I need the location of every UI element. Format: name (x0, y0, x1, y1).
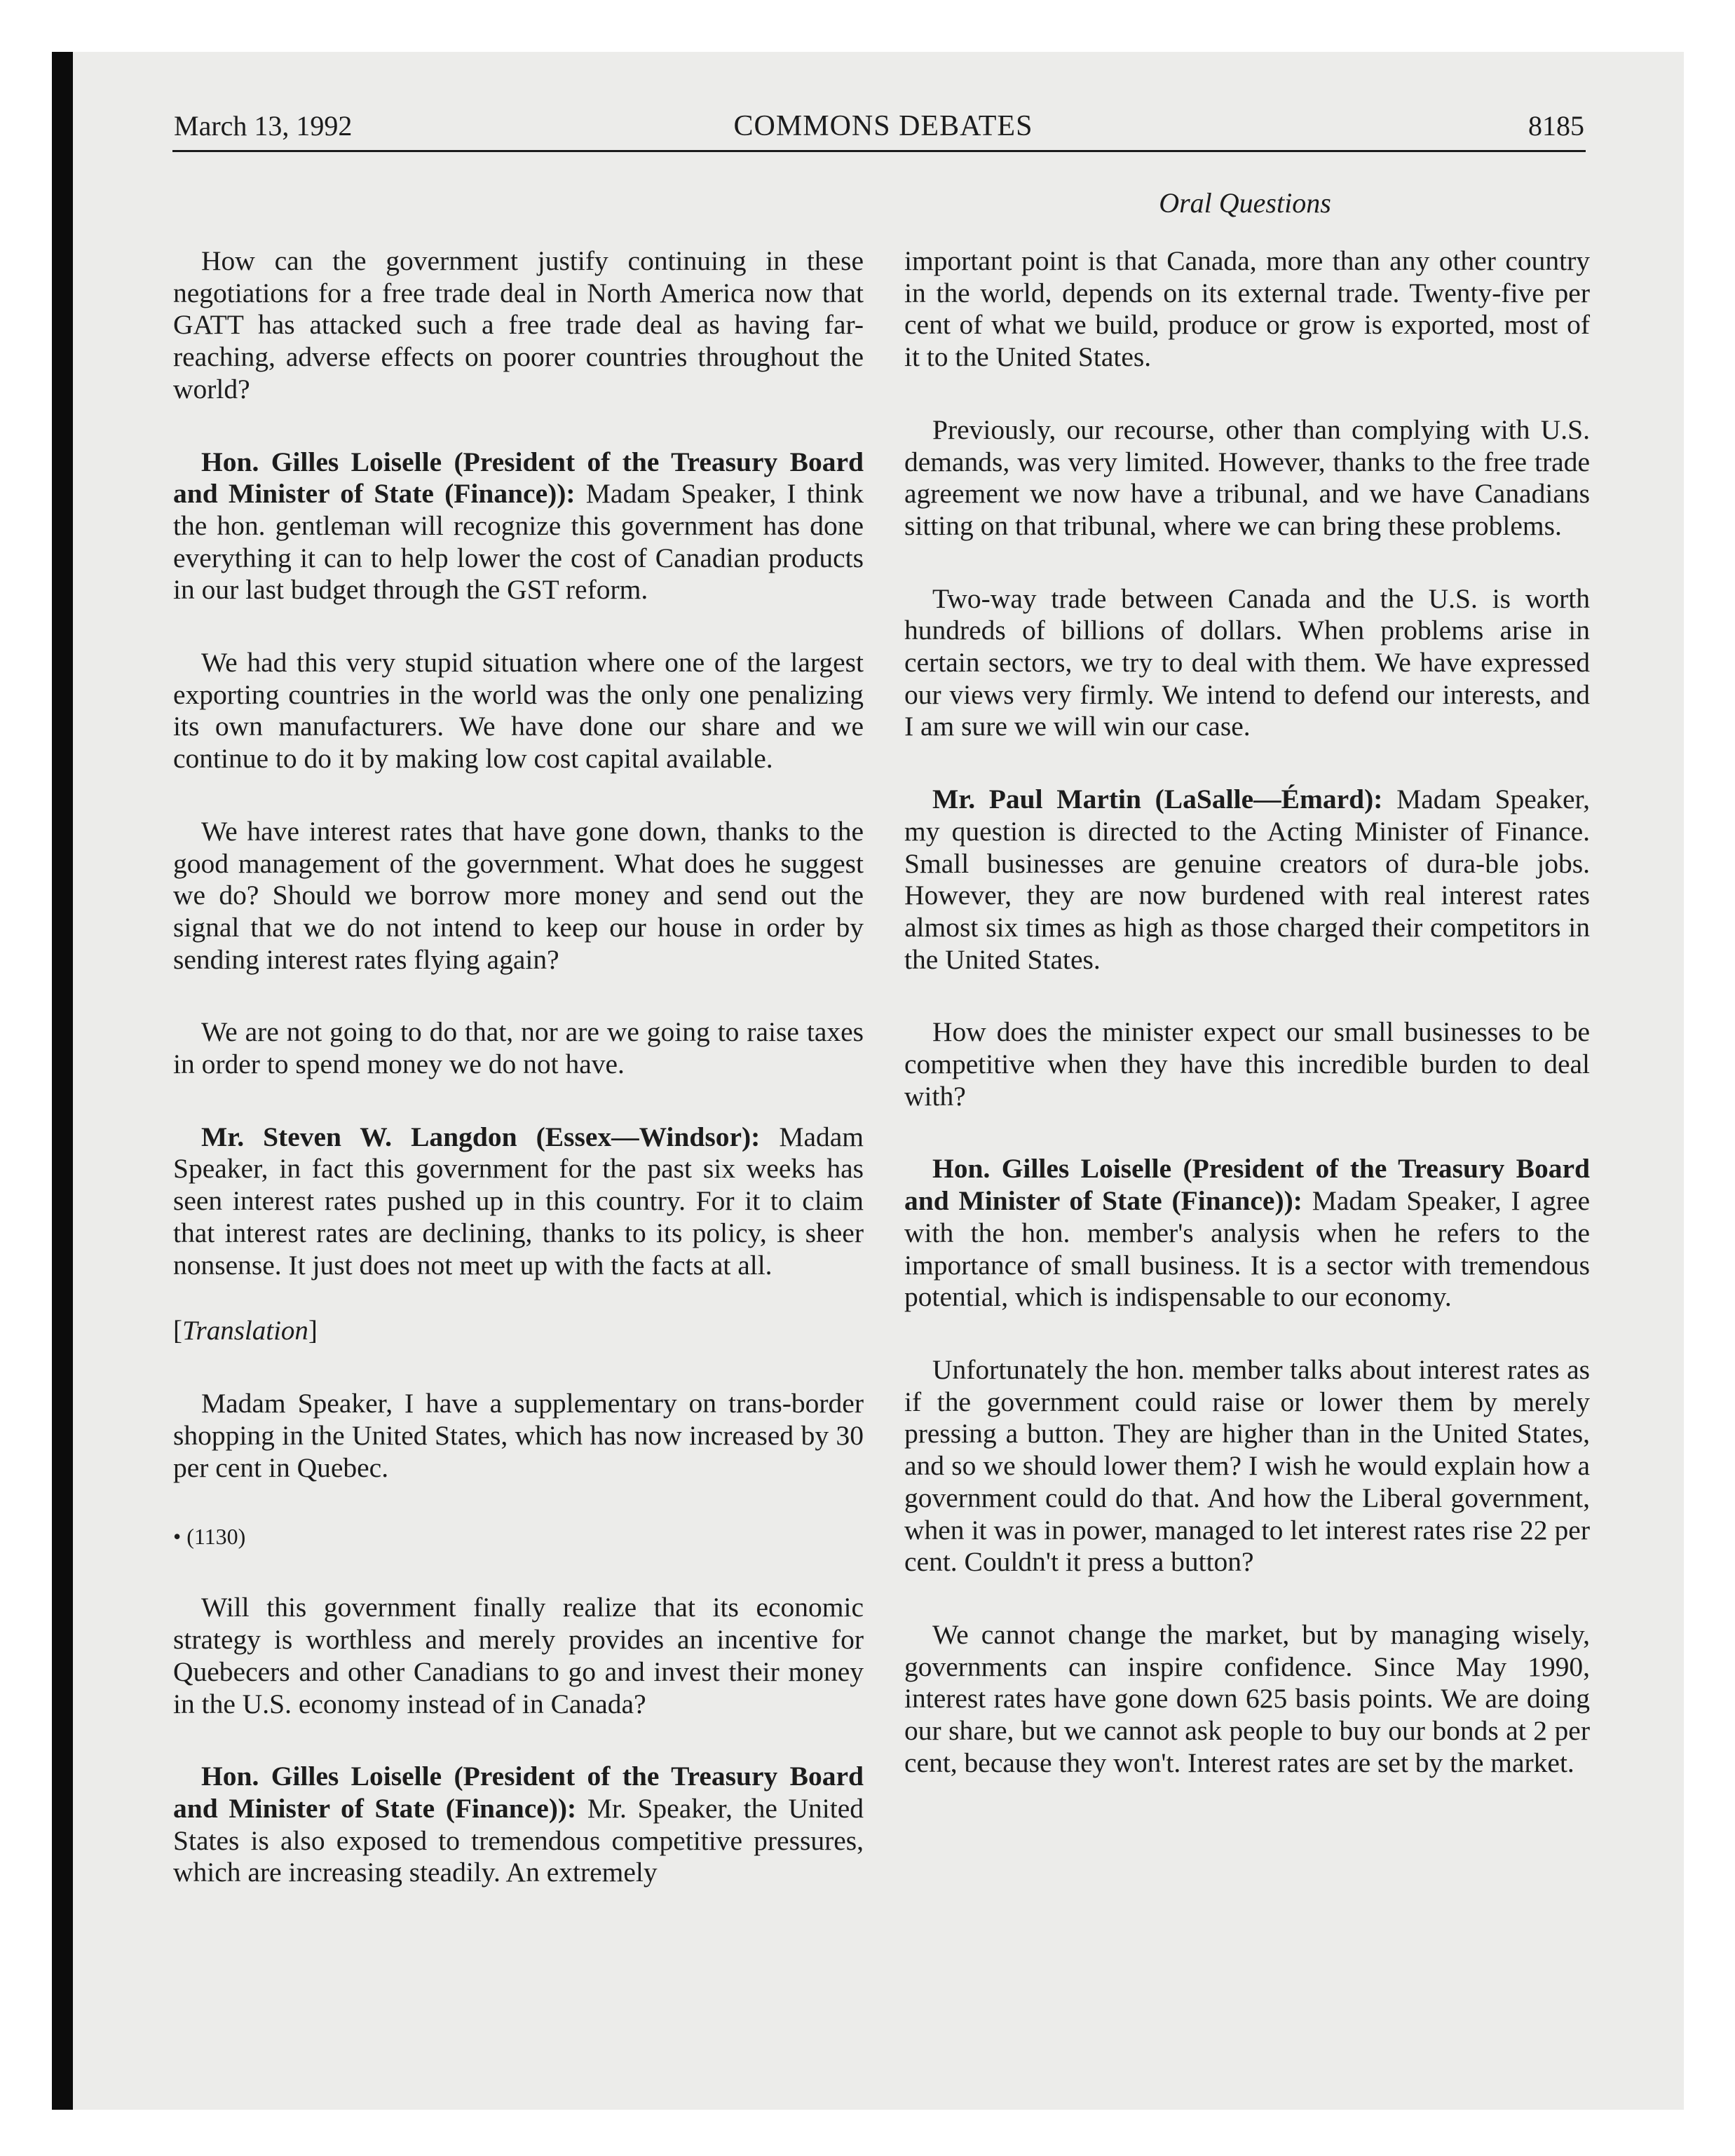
header-rule (172, 150, 1586, 152)
paragraph (904, 245, 1590, 374)
paragraph-text: Madam Speaker, my question is directed to the Acting Minister of Finance. Small businesses are genuine creators of dura-ble jobs. However, they are now burdened with real interest rates almost six times as high as those charged their competitors in the United States. (904, 784, 1590, 975)
paragraph (173, 1121, 864, 1282)
translation-tag: [Translation] (173, 1316, 318, 1346)
paragraph (904, 583, 1590, 744)
speaker-name: Mr. Steven W. Langdon (Essex—Windsor): (201, 1121, 761, 1152)
paragraph-text: Madam Speaker, in fact this government for the past six weeks has seen interest rates pushed up in this country. For it to claim that interest rates are declining, thanks to its policy, is sheer nonsense. It just does not meet up with the facts at all. (173, 1121, 864, 1281)
paragraph (904, 1354, 1590, 1578)
paragraph (904, 1153, 1590, 1314)
paragraph (173, 245, 864, 406)
paragraph-text: How can the government justify continuing in these negotiations for a free trade deal in North America now that GATT has attacked such a free trade deal as having far-reaching, adverse effects on poorer countries throughout the world? (173, 245, 864, 404)
speaker-name: Hon. Gilles Loiselle (President of the Treasury Board and Minister of State (Finance)): (904, 1153, 1590, 1217)
binding-edge (52, 52, 73, 2110)
paragraph-text: Previously, our recourse, other than complying with U.S. demands, was very limited. However, thanks to the free trade agreement we now have a tribunal, and we have Canadians sitting on that tribunal, where we can bring these problems. (904, 414, 1590, 541)
paragraph-text: We have interest rates that have gone down, thanks to the good management of the government. What does he suggest we do? Should we borrow more money and send out the signal that we do not intend to keep our house in order by sending interest rates flying again? (173, 815, 864, 975)
paragraph (173, 446, 864, 607)
paragraph (173, 1388, 864, 1484)
speaker-name: Mr. Paul Martin (LaSalle—Émard): (932, 784, 1383, 815)
section-heading: Oral Questions (1159, 187, 1331, 219)
paragraph (904, 1016, 1590, 1112)
paragraph-text: Two-way trade between Canada and the U.S. is worth hundreds of billions of dollars. When problems arise in certain sectors, we try to deal with them. We have expressed our views very firmly. We intend to defend our interests, and I am sure we will win our case. (904, 582, 1590, 742)
paragraph (173, 1592, 864, 1720)
paragraph (173, 816, 864, 976)
paragraph-text: Madam Speaker, I think the hon. gentleman will recognize this government has done everything it can to help lower the cost of Canadian products in our last budget through the GST reform. (173, 478, 864, 606)
paragraph-text: We cannot change the market, but by managing wisely, governments can inspire confidence. Since May 1990, interest rates have gone down 625 basis points. We are doing our share, but we cannot ask people to buy our bonds at 2 per cent, because they won't. Interest rates are set by the market. (904, 1618, 1590, 1778)
paragraph (904, 414, 1590, 543)
paragraph-text: Madam Speaker, I have a supplementary on trans-border shopping in the United States, which has now increased by 30 per cent in Quebec. (173, 1388, 864, 1483)
speaker-name: Hon. Gilles Loiselle (President of the Treasury Board and Minister of State (Finance)): (173, 1761, 864, 1824)
translation-label: Translation (182, 1316, 308, 1346)
paragraph (904, 784, 1590, 976)
paragraph-text: We had this very stupid situation where one of the largest exporting countries in the world was the only one penalizing its own manufacturers. We have done our share and we continue to do it by making low cost capital available. (173, 647, 864, 775)
right-column (904, 245, 1590, 1820)
time-marker: • (1130) (173, 1524, 246, 1550)
speaker-name: Hon. Gilles Loiselle (President of the Treasury Board and Minister of State (Finance)): (173, 446, 864, 510)
paragraph-text: We are not going to do that, nor are we going to raise taxes in order to spend money we do not have. (173, 1016, 864, 1080)
paragraph-text: How does the minister expect our small businesses to be competitive when they have this incredible burden to deal with? (904, 1016, 1590, 1112)
paragraph (904, 1619, 1590, 1780)
header-title: COMMONS DEBATES (733, 110, 1033, 142)
paragraph (173, 1761, 864, 1889)
paragraph-text: Mr. Speaker, the United States is also exposed to tremendous competitive pressures, which are increasing steadily. An extremely (173, 1792, 864, 1888)
left-column (173, 245, 864, 1930)
paragraph (173, 1016, 864, 1080)
paragraph-text: Unfortunately the hon. member talks about interest rates as if the government could raise or lower them by merely pressing a button. They are higher than in the United States, and so we should lower them? I wish he would explain how a government could do that. And how the Liberal government, when it was in power, managed to let interest rates rise 22 per cent. Couldn't it press a button? (904, 1353, 1590, 1578)
paragraph-text: important point is that Canada, more than any other country in the world, depends on its external trade. Twenty-five per cent of what we build, produce or grow is exported, most of it to the United States. (904, 245, 1590, 373)
header-page-number: 8185 (1528, 110, 1584, 142)
header-date: March 13, 1992 (174, 110, 353, 142)
paragraph (173, 647, 864, 775)
paragraph-text: Madam Speaker, I agree with the hon. member's analysis when he refers to the importance of small business. It is a sector with tremendous potential, which is indispensable to our economy. (904, 1185, 1590, 1313)
paragraph-text: Will this government finally realize that its economic strategy is worthless and merely provides an incentive for Quebecers and other Canadians to go and invest their money in the U.S. economy instead of in Canada? (173, 1592, 864, 1719)
